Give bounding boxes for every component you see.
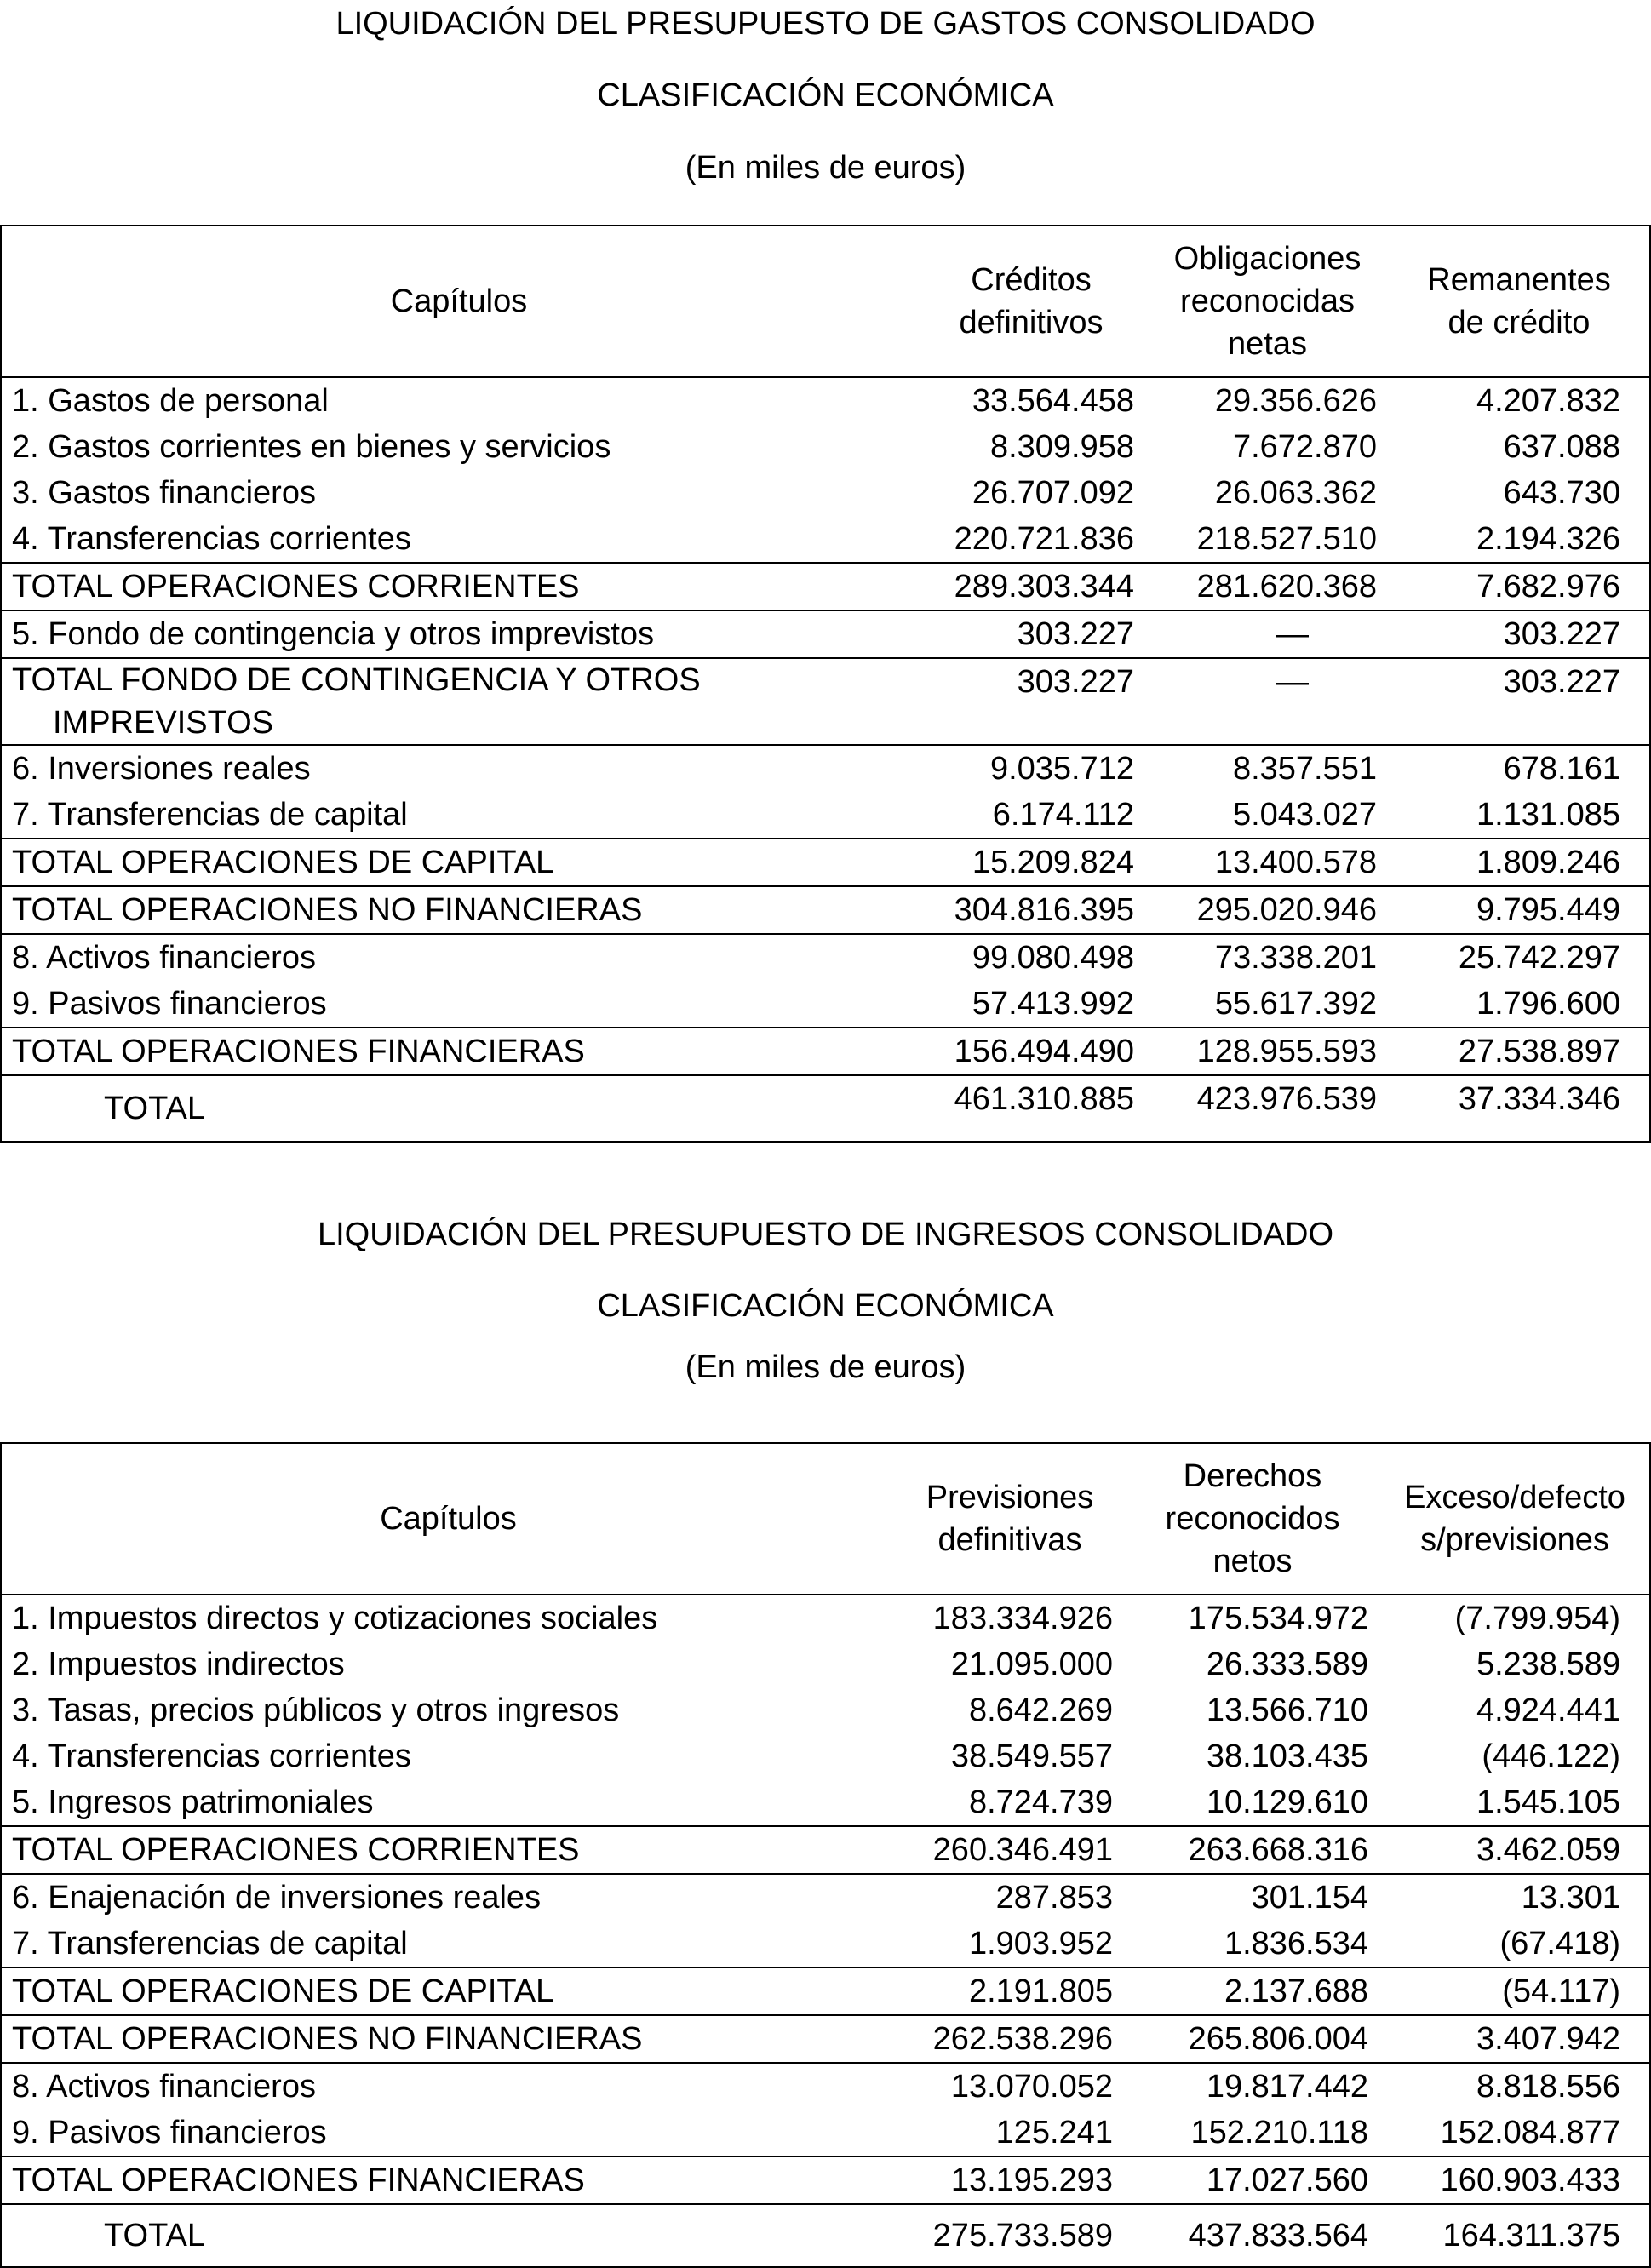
cell-value: 1.545.105 xyxy=(1476,1784,1620,1820)
cell-value: 164.311.375 xyxy=(1380,2204,1650,2267)
table-row xyxy=(1,1595,1650,1641)
cell-value: 37.334.346 xyxy=(1389,1075,1650,1142)
cell-value: 3.407.942 xyxy=(1380,2015,1650,2063)
cell-value: 295.020.946 xyxy=(1146,886,1389,934)
row-label: 6. Enajenación de inversiones reales xyxy=(1,1874,895,1921)
cell-value: 25.742.297 xyxy=(1389,934,1650,981)
row-label: 3. Tasas, precios públicos y otros ingresos xyxy=(12,1692,620,1728)
row-label: 7. Transferencias de capital xyxy=(12,1926,408,1962)
cell-value: 220.721.836 xyxy=(954,521,1134,557)
header-derechos-reconocidos: Derechos reconocidos netos xyxy=(1125,1443,1380,1595)
cell-value: 1.903.952 xyxy=(968,1926,1113,1962)
table-row xyxy=(1,1779,1650,1826)
cell-value: 287.853 xyxy=(895,1874,1125,1921)
gastos-subtitle: CLASIFICACIÓN ECONÓMICA xyxy=(597,77,1054,113)
cell-value: 9.035.712 xyxy=(916,745,1146,792)
cell-value: 1.796.600 xyxy=(1476,986,1620,1022)
total-row xyxy=(1,658,1650,745)
cell-value: 303.227 xyxy=(916,610,1146,658)
row-label: 8. Activos financieros xyxy=(1,934,916,981)
cell-value: 265.806.004 xyxy=(1125,2015,1380,2063)
cell-value: 8.309.958 xyxy=(989,429,1134,465)
row-label: 9. Pasivos financieros xyxy=(12,986,327,1022)
table-row xyxy=(1,610,1650,658)
table-row xyxy=(1,1733,1650,1779)
cell-value: 125.241 xyxy=(995,2115,1113,2151)
cell-value: 3.462.059 xyxy=(1380,1826,1650,1874)
cell-value: 9.795.449 xyxy=(1389,886,1650,934)
total-row xyxy=(1,1967,1650,2015)
cell-value: 15.209.824 xyxy=(916,839,1146,886)
cell-value: 99.080.498 xyxy=(916,934,1146,981)
cell-value: 152.210.118 xyxy=(1190,2115,1368,2151)
gastos-units: (En miles de euros) xyxy=(685,150,966,186)
cell-value: — xyxy=(1146,658,1389,745)
ingresos-title: LIQUIDACIÓN DEL PRESUPUESTO DE INGRESOS CONSOLIDADO xyxy=(317,1217,1334,1252)
cell-value: 275.733.589 xyxy=(895,2204,1125,2267)
cell-value: 152.084.877 xyxy=(1440,2115,1620,2151)
header-remanentes-credito: Remanentes de crédito xyxy=(1389,226,1650,377)
cell-value: 57.413.992 xyxy=(972,986,1134,1022)
table-row xyxy=(1,1921,1650,1967)
cell-value: 4.924.441 xyxy=(1476,1692,1620,1728)
cell-value: 643.730 xyxy=(1503,475,1620,511)
cell-value: 33.564.458 xyxy=(972,383,1134,419)
cell-value: 303.227 xyxy=(1389,610,1650,658)
row-label: 6. Inversiones reales xyxy=(1,745,916,792)
cell-value: 5.238.589 xyxy=(1476,1647,1620,1682)
cell-value: 13.566.710 xyxy=(1206,1692,1368,1728)
row-label: TOTAL OPERACIONES DE CAPITAL xyxy=(1,839,916,886)
row-label: TOTAL FONDO DE CONTINGENCIA Y OTROS IMPREVISTOS xyxy=(1,658,916,745)
ingresos-header-row xyxy=(1,1443,1650,1595)
header-capitulos: Capítulos xyxy=(1,1443,895,1595)
cell-value: 461.310.885 xyxy=(916,1075,1146,1142)
cell-value: 262.538.296 xyxy=(895,2015,1125,2063)
cell-value: 13.301 xyxy=(1380,1874,1650,1921)
cell-value: 678.161 xyxy=(1389,745,1650,792)
table-row xyxy=(1,1874,1650,1921)
header-previsiones-definitivas: Previsiones definitivas xyxy=(895,1443,1125,1595)
row-label: TOTAL OPERACIONES FINANCIERAS xyxy=(1,1028,916,1075)
table-row xyxy=(1,934,1650,981)
cell-value: 1.809.246 xyxy=(1389,839,1650,886)
cell-value: 303.227 xyxy=(1389,658,1650,745)
cell-value: 303.227 xyxy=(916,658,1146,745)
cell-value: 27.538.897 xyxy=(1389,1028,1650,1075)
cell-value: 437.833.564 xyxy=(1125,2204,1380,2267)
cell-value: 1.836.534 xyxy=(1224,1926,1368,1962)
row-label: 9. Pasivos financieros xyxy=(12,2115,327,2151)
cell-value: 13.400.578 xyxy=(1146,839,1389,886)
cell-value: 160.903.433 xyxy=(1380,2156,1650,2204)
row-label: TOTAL OPERACIONES NO FINANCIERAS xyxy=(1,886,916,934)
total-row xyxy=(1,563,1650,610)
header-exceso-defecto: Exceso/defecto s/previsiones xyxy=(1380,1443,1650,1595)
table-row xyxy=(1,745,1650,792)
table-row xyxy=(1,377,1650,424)
row-label: 2. Impuestos indirectos xyxy=(12,1647,345,1682)
cell-value: 8.818.556 xyxy=(1380,2063,1650,2110)
table-row xyxy=(1,1687,1650,1733)
cell-value: 1.131.085 xyxy=(1476,797,1620,833)
grand-total-row xyxy=(1,1075,1650,1142)
cell-value: 304.816.395 xyxy=(916,886,1146,934)
row-label: 4. Transferencias corrientes xyxy=(12,521,411,557)
cell-value: 19.817.442 xyxy=(1125,2063,1380,2110)
row-label: TOTAL OPERACIONES DE CAPITAL xyxy=(1,1967,895,2015)
cell-value: 7.672.870 xyxy=(1232,429,1377,465)
cell-value: 218.527.510 xyxy=(1196,521,1377,557)
cell-value: 8.724.739 xyxy=(968,1784,1113,1820)
cell-value: 637.088 xyxy=(1503,429,1620,465)
total-row xyxy=(1,2015,1650,2063)
cell-value: 4.207.832 xyxy=(1476,383,1620,419)
row-label: TOTAL OPERACIONES FINANCIERAS xyxy=(1,2156,895,2204)
table-row xyxy=(1,981,1650,1028)
table-row xyxy=(1,2110,1650,2156)
cell-value: 13.070.052 xyxy=(895,2063,1125,2110)
cell-value: 2.137.688 xyxy=(1125,1967,1380,2015)
row-label: TOTAL OPERACIONES NO FINANCIERAS xyxy=(1,2015,895,2063)
row-label: 3. Gastos financieros xyxy=(12,475,316,511)
table-row xyxy=(1,1641,1650,1687)
header-capitulos: Capítulos xyxy=(1,226,916,377)
cell-value: 7.682.976 xyxy=(1389,563,1650,610)
cell-value: 17.027.560 xyxy=(1125,2156,1380,2204)
cell-value: 281.620.368 xyxy=(1146,563,1389,610)
table-row xyxy=(1,424,1650,470)
gastos-table xyxy=(0,225,1651,1143)
cell-value: 423.976.539 xyxy=(1146,1075,1389,1142)
grand-total-row xyxy=(1,2204,1650,2267)
ingresos-units: (En miles de euros) xyxy=(685,1349,966,1385)
cell-value: 8.642.269 xyxy=(968,1692,1113,1728)
table-row xyxy=(1,792,1650,839)
total-row xyxy=(1,1826,1650,1874)
cell-value: 29.356.626 xyxy=(1214,383,1377,419)
cell-value: (54.117) xyxy=(1380,1967,1650,2015)
cell-value: 73.338.201 xyxy=(1146,934,1389,981)
row-label: 4. Transferencias corrientes xyxy=(12,1738,411,1774)
table-row xyxy=(1,516,1650,563)
cell-value: 175.534.972 xyxy=(1188,1601,1368,1636)
cell-value: 21.095.000 xyxy=(950,1647,1113,1682)
cell-value: 183.334.926 xyxy=(932,1601,1113,1636)
cell-value: 38.103.435 xyxy=(1206,1738,1368,1774)
total-row xyxy=(1,2156,1650,2204)
cell-value: 8.357.551 xyxy=(1146,745,1389,792)
header-creditos-definitivos: Créditos definitivos xyxy=(916,226,1146,377)
cell-value: 260.346.491 xyxy=(895,1826,1125,1874)
cell-value: 38.549.557 xyxy=(950,1738,1113,1774)
cell-value: 26.063.362 xyxy=(1214,475,1377,511)
row-label: 7. Transferencias de capital xyxy=(12,797,408,833)
total-row xyxy=(1,886,1650,934)
cell-value: 2.194.326 xyxy=(1476,521,1620,557)
cell-value: 289.303.344 xyxy=(916,563,1146,610)
cell-value: — xyxy=(1146,610,1389,658)
cell-value: 156.494.490 xyxy=(916,1028,1146,1075)
cell-value: 6.174.112 xyxy=(992,797,1134,833)
cell-value: 263.668.316 xyxy=(1125,1826,1380,1874)
cell-value: 13.195.293 xyxy=(895,2156,1125,2204)
row-label: TOTAL OPERACIONES CORRIENTES xyxy=(1,563,916,610)
ingresos-subtitle: CLASIFICACIÓN ECONÓMICA xyxy=(597,1288,1054,1324)
cell-value: 128.955.593 xyxy=(1146,1028,1389,1075)
gastos-title: LIQUIDACIÓN DEL PRESUPUESTO DE GASTOS CONSOLIDADO xyxy=(335,6,1316,42)
cell-value: 26.707.092 xyxy=(972,475,1134,511)
cell-value: (67.418) xyxy=(1499,1926,1620,1962)
row-label: TOTAL OPERACIONES CORRIENTES xyxy=(1,1826,895,1874)
ingresos-table xyxy=(0,1442,1651,2268)
cell-value: 301.154 xyxy=(1125,1874,1380,1921)
row-label: TOTAL xyxy=(1,2204,895,2267)
row-label: 1. Impuestos directos y cotizaciones sociales xyxy=(12,1601,658,1636)
cell-value: (446.122) xyxy=(1482,1738,1620,1774)
row-label: 5. Ingresos patrimoniales xyxy=(12,1784,374,1820)
table-row xyxy=(1,470,1650,516)
cell-value: 10.129.610 xyxy=(1206,1784,1368,1820)
table-row xyxy=(1,2063,1650,2110)
total-row xyxy=(1,1028,1650,1075)
row-label: 2. Gastos corrientes en bienes y servicios xyxy=(12,429,611,465)
row-label: 1. Gastos de personal xyxy=(12,383,329,419)
cell-value: 5.043.027 xyxy=(1232,797,1377,833)
row-label: 8. Activos financieros xyxy=(1,2063,895,2110)
cell-value: 2.191.805 xyxy=(895,1967,1125,2015)
header-obligaciones-reconocidas: Obligaciones reconocidas netas xyxy=(1146,226,1389,377)
cell-value: (7.799.954) xyxy=(1454,1601,1620,1636)
cell-value: 26.333.589 xyxy=(1206,1647,1368,1682)
gastos-header-row xyxy=(1,226,1650,377)
cell-value: 55.617.392 xyxy=(1214,986,1377,1022)
row-label: 5. Fondo de contingencia y otros imprevistos xyxy=(1,610,916,658)
row-label: TOTAL xyxy=(1,1075,916,1142)
total-row xyxy=(1,839,1650,886)
